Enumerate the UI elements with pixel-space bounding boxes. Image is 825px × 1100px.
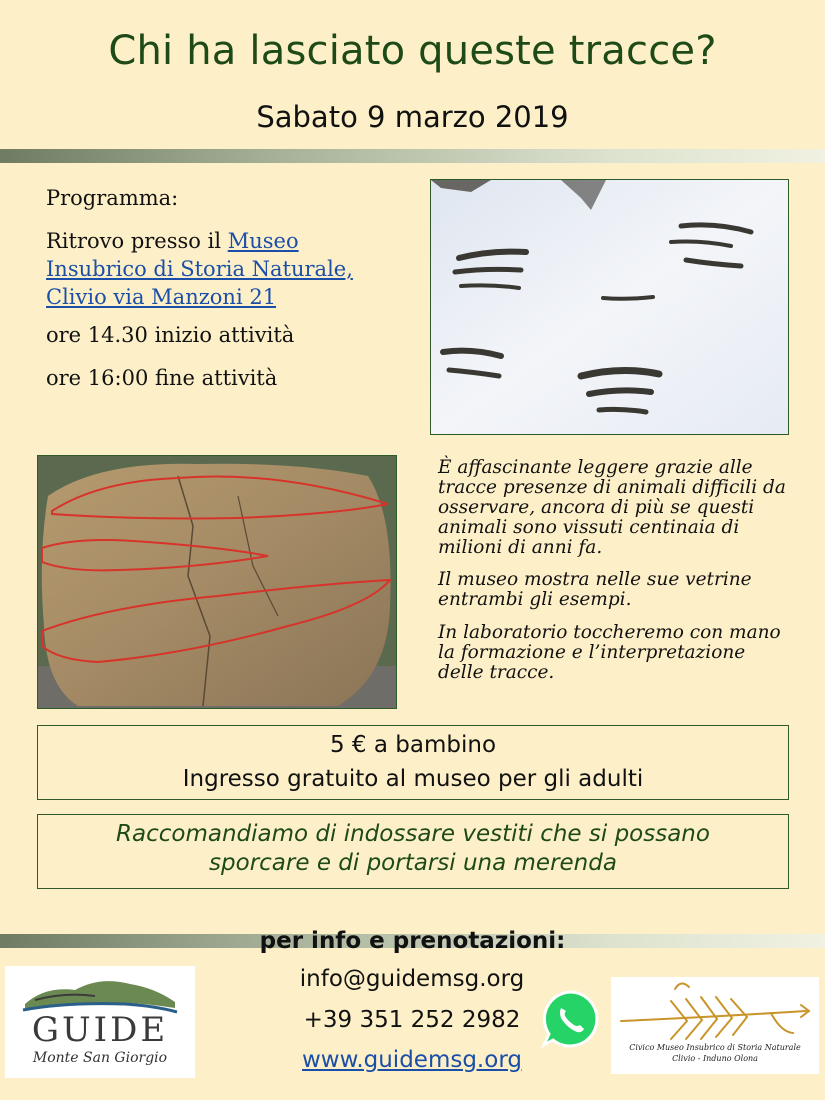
description-paragraph: In laboratorio toccheremo con mano la formazione e l’interpretazione delle tracce. <box>438 622 781 683</box>
event-date: Sabato 9 marzo 2019 <box>256 100 569 134</box>
adult-entry: Ingresso gratuito al museo per gli adulti <box>182 766 644 792</box>
guide-logo <box>5 966 195 1078</box>
description-paragraph: Il museo mostra nelle sue vetrine entrambi gli esempi. <box>438 569 752 610</box>
info-heading: per info e prenotazioni: <box>259 928 566 954</box>
program-meeting <box>46 227 353 311</box>
contact-website[interactable] <box>212 1047 612 1073</box>
guide-logo-name: GUIDE <box>31 1010 169 1050</box>
museum-address-link[interactable]: Museo <box>227 229 299 253</box>
recommendation-box <box>37 814 789 889</box>
meeting-prefix: Ritrovo presso il <box>46 229 222 253</box>
museum-address-link[interactable]: Clivio via Manzoni 21 <box>46 285 277 309</box>
divider-band <box>0 149 825 163</box>
museum-logo-name: Civico Museo Insubrico di Storia Naturale <box>629 1043 801 1052</box>
whatsapp-icon[interactable] <box>539 988 601 1050</box>
recommendation-line: sporcare e di portarsi una merenda <box>209 850 617 876</box>
museum-address-link[interactable]: Insubrico di Storia Naturale, <box>46 257 353 281</box>
snow-tracks-photo <box>430 179 789 435</box>
contact-email[interactable]: info@guidemsg.org <box>299 966 525 992</box>
program-heading: Programma: <box>46 186 179 210</box>
museum-logo-location: Clivio - Induno Olona <box>672 1054 758 1063</box>
guide-logo-subtitle: Monte San Giorgio <box>32 1050 168 1066</box>
website-link[interactable]: www.guidemsg.org <box>302 1047 522 1073</box>
child-price: 5 € a bambino <box>329 732 497 758</box>
page-title: Chi ha lasciato queste tracce? <box>108 28 717 74</box>
price-box <box>37 725 789 800</box>
end-time: ore 16:00 fine attività <box>46 366 278 390</box>
museum-logo <box>611 977 819 1074</box>
recommendation-line: Raccomandiamo di indossare vestiti che si possano <box>116 821 710 847</box>
fossil-rock-photo <box>37 455 397 709</box>
start-time: ore 14.30 inizio attività <box>46 323 295 347</box>
description-paragraph: È affascinante leggere grazie alle tracce presenze di animali difficili da osservare, ancora di più se questi animali sono vissuti centinaia di milioni di anni fa. <box>438 457 786 558</box>
contact-phone[interactable]: +39 351 252 2982 <box>303 1007 521 1033</box>
